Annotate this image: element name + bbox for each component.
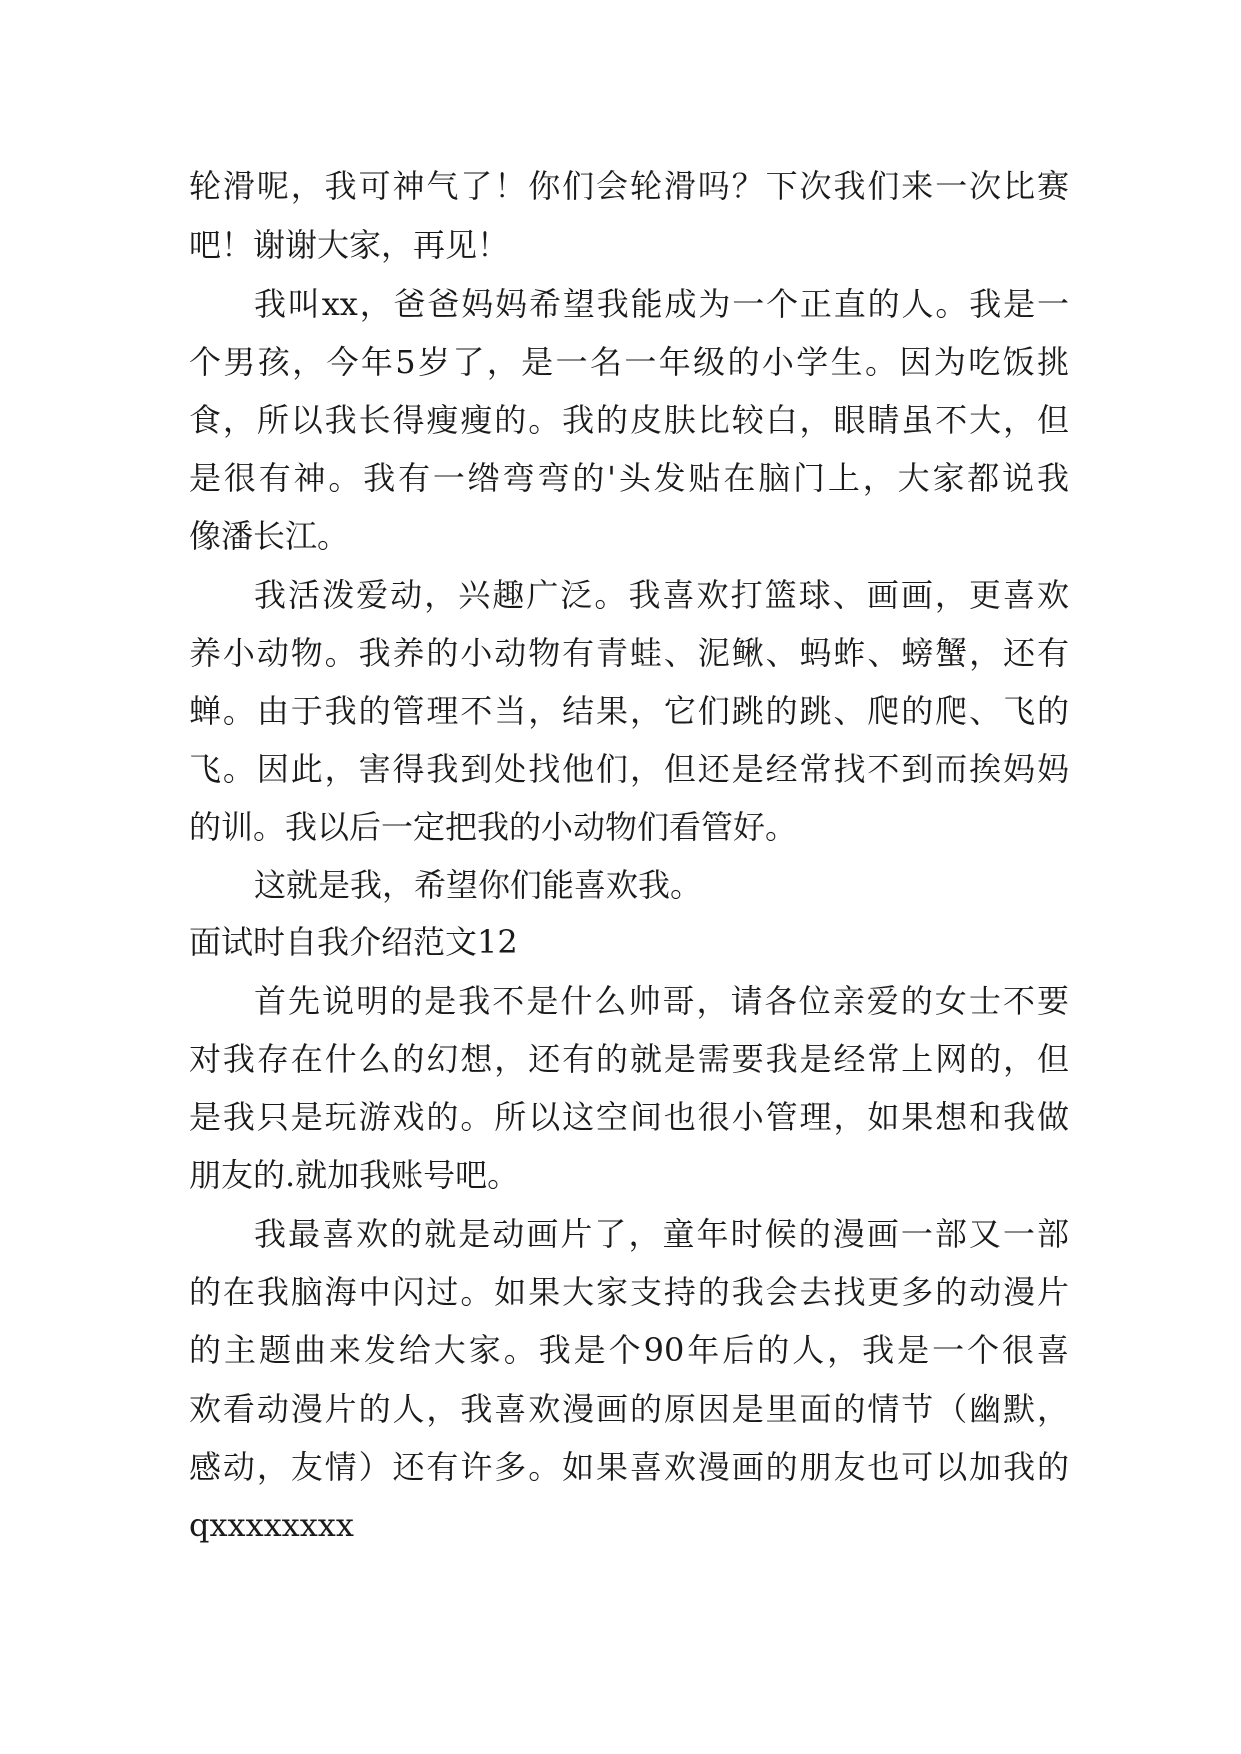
text-line: 是我只是玩游戏的。所以这空间也很小管理，如果想和我做: [189, 1098, 1069, 1136]
paragraph-first-line: 首先说明的是我不是什么帅哥，请各位亲爱的女士不要: [254, 982, 1069, 1020]
text-line: qxxxxxxxx: [189, 1506, 354, 1544]
text-line: 个男孩，今年5岁了，是一名一年级的小学生。因为吃饭挑: [189, 343, 1069, 381]
paragraph-first-line: 我活泼爱动，兴趣广泛。我喜欢打篮球、画画，更喜欢: [254, 576, 1069, 614]
paragraph-first-line: 这就是我，希望你们能喜欢我。: [254, 866, 703, 904]
text-line: 吧！谢谢大家，再见！: [189, 226, 510, 264]
text-line: 的在我脑海中闪过。如果大家支持的我会去找更多的动漫片: [189, 1273, 1069, 1311]
text-line: 飞。因此，害得我到处找他们，但还是经常找不到而挨妈妈: [189, 750, 1069, 788]
text-line: 像潘长江。: [189, 517, 350, 555]
text-line: 的主题曲来发给大家。我是个90年后的人，我是一个很喜: [189, 1331, 1069, 1369]
text-line: 欢看动漫片的人，我喜欢漫画的原因是里面的情节（幽默，: [189, 1390, 1069, 1428]
text-line: 食，所以我长得瘦瘦的。我的皮肤比较白，眼睛虽不大，但: [189, 401, 1069, 439]
paragraph-first-line: 我最喜欢的就是动画片了，童年时候的漫画一部又一部: [254, 1215, 1069, 1253]
paragraph-first-line: 我叫xx，爸爸妈妈希望我能成为一个正直的人。我是一: [254, 285, 1069, 323]
text-line: 的训。我以后一定把我的小动物们看管好。: [189, 808, 798, 846]
text-line: 感动，友情）还有许多。如果喜欢漫画的朋友也可以加我的: [189, 1448, 1069, 1486]
text-line: 轮滑呢，我可神气了！你们会轮滑吗？下次我们来一次比赛: [189, 167, 1069, 205]
text-line: 是很有神。我有一绺弯弯的'头发贴在脑门上，大家都说我: [189, 459, 1069, 497]
text-line: 养小动物。我养的小动物有青蛙、泥鳅、蚂蚱、螃蟹，还有: [189, 634, 1069, 672]
text-line: 对我存在什么的幻想，还有的就是需要我是经常上网的，但: [189, 1040, 1069, 1078]
section-heading: 面试时自我介绍范文12: [189, 923, 518, 961]
text-line: 朋友的.就加我账号吧。: [189, 1156, 520, 1194]
text-line: 蝉。由于我的管理不当，结果，它们跳的跳、爬的爬、飞的: [189, 692, 1069, 730]
